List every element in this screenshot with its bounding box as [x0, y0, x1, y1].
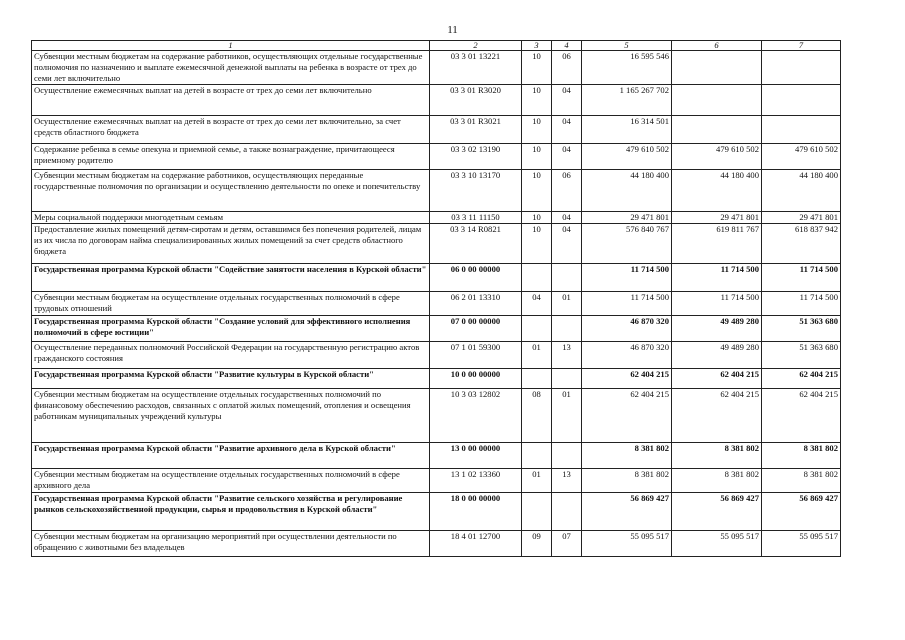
table-row — [32, 443, 841, 469]
subsection-cell: 13 — [552, 342, 582, 369]
amount-year-1-cell: 11 714 500 — [582, 264, 672, 292]
subsection-cell: 01 — [552, 292, 582, 316]
amount-year-3-cell: 479 610 502 — [762, 144, 841, 170]
target-code-cell: 03 3 02 13190 — [430, 144, 522, 170]
section-cell: 08 — [522, 389, 552, 443]
table-row — [32, 212, 841, 224]
row-name-cell: Субвенции местным бюджетам на организацию мероприятий при осуществлении деятельности по обращению с животными без владельцев — [32, 531, 430, 557]
column-header: 7 — [762, 41, 841, 51]
target-code-cell: 06 0 00 00000 — [430, 264, 522, 292]
amount-year-2-cell: 62 404 215 — [672, 389, 762, 443]
target-code-cell: 10 0 00 00000 — [430, 369, 522, 389]
amount-year-2-cell: 49 489 280 — [672, 316, 762, 342]
amount-year-2-cell: 44 180 400 — [672, 170, 762, 212]
column-header: 3 — [522, 41, 552, 51]
row-name-cell: Содержание ребенка в семье опекуна и приемной семье, а также вознаграждение, причитающееся приемному родителю — [32, 144, 430, 170]
section-cell — [522, 493, 552, 531]
amount-year-2-cell: 8 381 802 — [672, 443, 762, 469]
table-row — [32, 144, 841, 170]
section-cell: 10 — [522, 144, 552, 170]
page-number: 11 — [447, 24, 458, 36]
subsection-cell — [552, 264, 582, 292]
row-name-cell: Субвенции местным бюджетам на осуществление отдельных государственных полномочий по финансовому обеспечению расходов, связанных с оплатой жилых помещений, отопления и освещения работникам муниципальных учреждений культуры — [32, 389, 430, 443]
row-name-cell: Осуществление ежемесячных выплат на детей в возрасте от трех до семи лет включительно, за счет средств областного бюджета — [32, 116, 430, 144]
amount-year-1-cell: 46 870 320 — [582, 316, 672, 342]
subsection-cell: 06 — [552, 170, 582, 212]
row-name-cell: Субвенции местным бюджетам на содержание работников, осуществляющих отдельные государственные полномочия по назначению и выплате ежемесячной денежной выплаты на ребенка в возрасте от трех до семи лет включительно — [32, 51, 430, 85]
subsection-cell: 13 — [552, 469, 582, 493]
section-cell: 01 — [522, 342, 552, 369]
table-row — [32, 51, 841, 85]
section-cell: 10 — [522, 85, 552, 116]
subsection-cell: 04 — [552, 212, 582, 224]
row-name-cell: Осуществление переданных полномочий Российской Федерации на государственную регистрацию актов гражданского состояния — [32, 342, 430, 369]
amount-year-2-cell: 62 404 215 — [672, 369, 762, 389]
section-cell: 01 — [522, 469, 552, 493]
table-row — [32, 342, 841, 369]
amount-year-1-cell: 16 595 546 — [582, 51, 672, 85]
target-code-cell: 07 1 01 59300 — [430, 342, 522, 369]
amount-year-3-cell: 51 363 680 — [762, 316, 841, 342]
row-name-cell: Государственная программа Курской области "Развитие сельского хозяйства и регулирование рынков сельскохозяйственной продукции, сырья и продовольствия в Курской области" — [32, 493, 430, 531]
column-number-row — [32, 41, 841, 51]
subsection-cell: 04 — [552, 85, 582, 116]
amount-year-3-cell: 8 381 802 — [762, 469, 841, 493]
table-row — [32, 170, 841, 212]
row-name-cell: Предоставление жилых помещений детям-сиротам и детям, оставшимся без попечения родителей, лицам из их числа по договорам найма специализированных жилых помещений за счет средств областного бюджета — [32, 224, 430, 264]
amount-year-1-cell: 1 165 267 702 — [582, 85, 672, 116]
amount-year-3-cell: 618 837 942 — [762, 224, 841, 264]
amount-year-2-cell: 8 381 802 — [672, 469, 762, 493]
amount-year-1-cell: 55 095 517 — [582, 531, 672, 557]
section-cell: 09 — [522, 531, 552, 557]
table-row — [32, 116, 841, 144]
row-name-cell: Субвенции местным бюджетам на осуществление отдельных государственных полномочий в сфере архивного дела — [32, 469, 430, 493]
table-row — [32, 264, 841, 292]
amount-year-2-cell: 56 869 427 — [672, 493, 762, 531]
amount-year-3-cell: 11 714 500 — [762, 264, 841, 292]
amount-year-3-cell: 44 180 400 — [762, 170, 841, 212]
amount-year-1-cell: 29 471 801 — [582, 212, 672, 224]
amount-year-3-cell: 62 404 215 — [762, 389, 841, 443]
row-name-cell: Государственная программа Курской области "Содействие занятости населения в Курской области" — [32, 264, 430, 292]
target-code-cell: 03 3 11 11150 — [430, 212, 522, 224]
section-cell: 10 — [522, 224, 552, 264]
column-header: 1 — [32, 41, 430, 51]
target-code-cell: 03 3 01 R3020 — [430, 85, 522, 116]
amount-year-1-cell: 11 714 500 — [582, 292, 672, 316]
subsection-cell: 06 — [552, 51, 582, 85]
target-code-cell: 18 4 01 12700 — [430, 531, 522, 557]
section-cell: 10 — [522, 116, 552, 144]
amount-year-2-cell: 29 471 801 — [672, 212, 762, 224]
amount-year-3-cell: 8 381 802 — [762, 443, 841, 469]
target-code-cell: 13 0 00 00000 — [430, 443, 522, 469]
target-code-cell: 03 3 01 13221 — [430, 51, 522, 85]
row-name-cell: Государственная программа Курской области "Развитие архивного дела в Курской области" — [32, 443, 430, 469]
section-cell: 04 — [522, 292, 552, 316]
amount-year-1-cell: 16 314 501 — [582, 116, 672, 144]
section-cell — [522, 264, 552, 292]
column-header: 6 — [672, 41, 762, 51]
amount-year-1-cell: 479 610 502 — [582, 144, 672, 170]
target-code-cell: 07 0 00 00000 — [430, 316, 522, 342]
amount-year-2-cell — [672, 85, 762, 116]
table-body — [32, 51, 841, 557]
subsection-cell: 01 — [552, 389, 582, 443]
target-code-cell: 10 3 03 12802 — [430, 389, 522, 443]
column-header: 4 — [552, 41, 582, 51]
section-cell: 10 — [522, 170, 552, 212]
subsection-cell — [552, 316, 582, 342]
table-row — [32, 85, 841, 116]
target-code-cell: 13 1 02 13360 — [430, 469, 522, 493]
amount-year-2-cell: 11 714 500 — [672, 292, 762, 316]
target-code-cell: 03 3 10 13170 — [430, 170, 522, 212]
section-cell — [522, 369, 552, 389]
amount-year-2-cell: 11 714 500 — [672, 264, 762, 292]
table-row — [32, 369, 841, 389]
target-code-cell: 03 3 14 R0821 — [430, 224, 522, 264]
amount-year-1-cell: 8 381 802 — [582, 469, 672, 493]
amount-year-1-cell: 44 180 400 — [582, 170, 672, 212]
row-name-cell: Осуществление ежемесячных выплат на детей в возрасте от трех до семи лет включительно — [32, 85, 430, 116]
amount-year-3-cell: 55 095 517 — [762, 531, 841, 557]
amount-year-3-cell: 56 869 427 — [762, 493, 841, 531]
amount-year-1-cell: 576 840 767 — [582, 224, 672, 264]
table-row — [32, 389, 841, 443]
table-row — [32, 224, 841, 264]
table-row — [32, 316, 841, 342]
subsection-cell: 07 — [552, 531, 582, 557]
subsection-cell: 04 — [552, 116, 582, 144]
amount-year-2-cell — [672, 51, 762, 85]
target-code-cell: 06 2 01 13310 — [430, 292, 522, 316]
subsection-cell — [552, 369, 582, 389]
target-code-cell: 18 0 00 00000 — [430, 493, 522, 531]
amount-year-2-cell: 55 095 517 — [672, 531, 762, 557]
subsection-cell: 04 — [552, 144, 582, 170]
amount-year-1-cell: 56 869 427 — [582, 493, 672, 531]
amount-year-2-cell: 49 489 280 — [672, 342, 762, 369]
amount-year-3-cell: 29 471 801 — [762, 212, 841, 224]
table-row — [32, 493, 841, 531]
amount-year-3-cell — [762, 51, 841, 85]
row-name-cell: Субвенции местным бюджетам на осуществление отдельных государственных полномочий в сфере трудовых отношений — [32, 292, 430, 316]
budget-table — [31, 40, 841, 557]
table-row — [32, 469, 841, 493]
subsection-cell — [552, 443, 582, 469]
table-row — [32, 531, 841, 557]
row-name-cell: Меры социальной поддержки многодетным семьям — [32, 212, 430, 224]
section-cell: 10 — [522, 51, 552, 85]
column-header: 2 — [430, 41, 522, 51]
row-name-cell: Государственная программа Курской области "Развитие культуры в Курской области" — [32, 369, 430, 389]
section-cell: 10 — [522, 212, 552, 224]
subsection-cell — [552, 493, 582, 531]
amount-year-3-cell — [762, 85, 841, 116]
row-name-cell: Государственная программа Курской области "Создание условий для эффективного исполнения полномочий в сфере юстиции" — [32, 316, 430, 342]
subsection-cell: 04 — [552, 224, 582, 264]
column-header: 5 — [582, 41, 672, 51]
amount-year-3-cell: 51 363 680 — [762, 342, 841, 369]
amount-year-2-cell: 479 610 502 — [672, 144, 762, 170]
amount-year-1-cell: 8 381 802 — [582, 443, 672, 469]
amount-year-2-cell: 619 811 767 — [672, 224, 762, 264]
target-code-cell: 03 3 01 R3021 — [430, 116, 522, 144]
amount-year-3-cell: 62 404 215 — [762, 369, 841, 389]
section-cell — [522, 443, 552, 469]
amount-year-2-cell — [672, 116, 762, 144]
row-name-cell: Субвенции местным бюджетам на содержание работников, осуществляющих переданные государственные полномочия по организации и осуществлению деятельности по опеке и попечительству — [32, 170, 430, 212]
amount-year-3-cell: 11 714 500 — [762, 292, 841, 316]
section-cell — [522, 316, 552, 342]
amount-year-1-cell: 62 404 215 — [582, 369, 672, 389]
table-row — [32, 292, 841, 316]
amount-year-3-cell — [762, 116, 841, 144]
amount-year-1-cell: 46 870 320 — [582, 342, 672, 369]
amount-year-1-cell: 62 404 215 — [582, 389, 672, 443]
